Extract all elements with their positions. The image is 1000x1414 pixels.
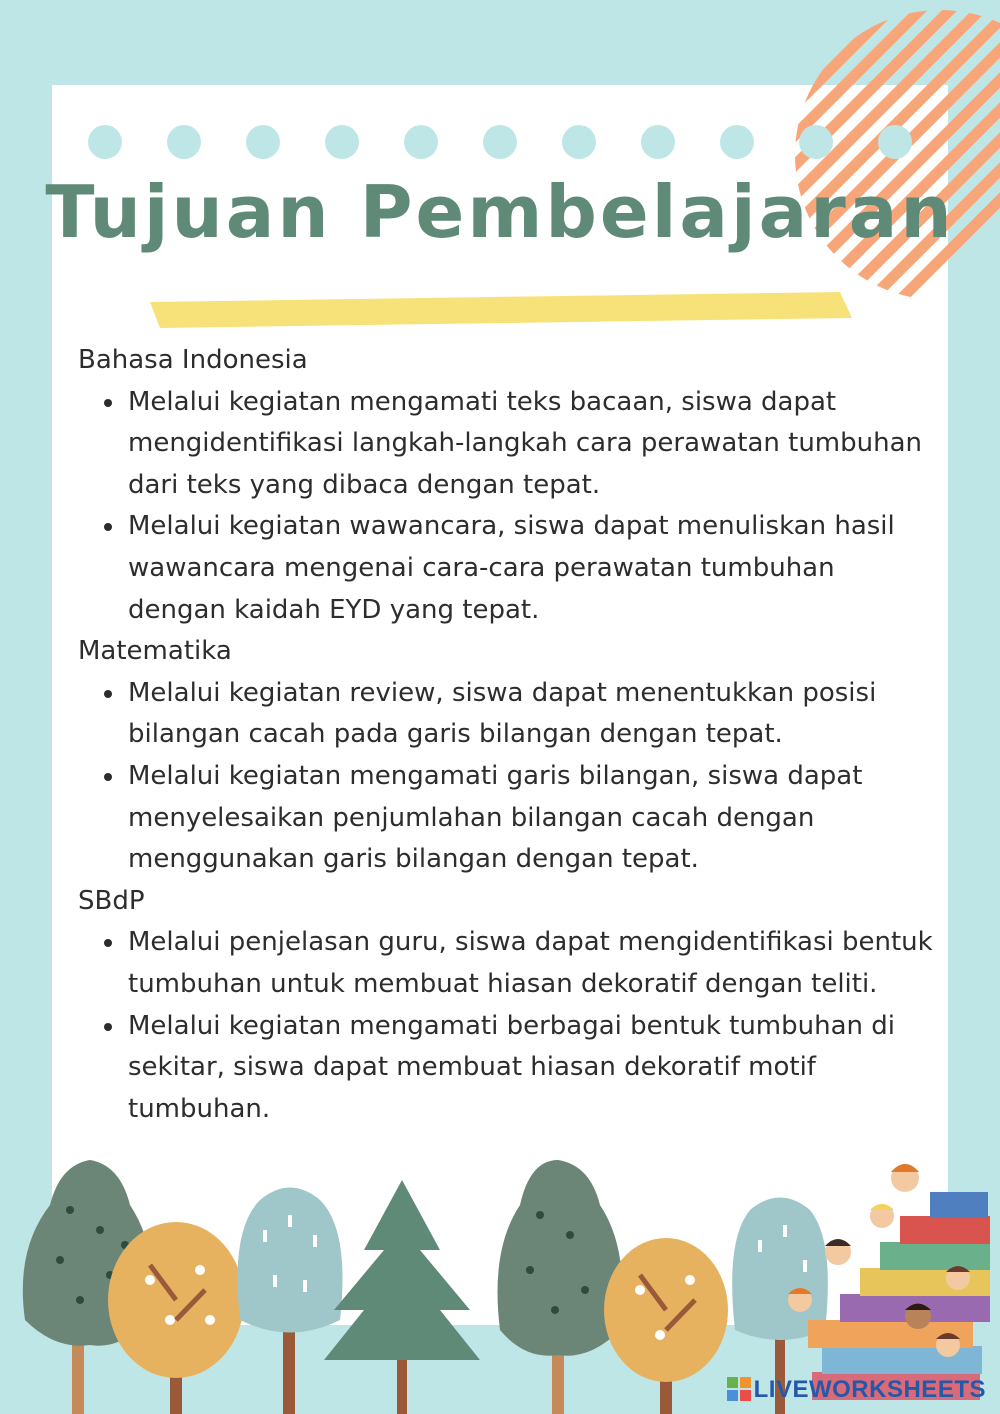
list-item: Melalui kegiatan mengamati berbagai bentuk tumbuhan di sekitar, siswa dapat membuat hiasan dekoratif motif tumbuhan. — [128, 1006, 938, 1131]
list-item: Melalui kegiatan mengamati garis bilangan, siswa dapat menyelesaikan penjumlahan bilangan cacah dengan menggunakan garis bilangan dengan tepat. — [128, 756, 938, 881]
section-bahasa-indonesia — [78, 340, 938, 631]
objective-list — [78, 382, 938, 632]
list-item: Melalui kegiatan mengamati teks bacaan, siswa dapat mengidentifikasi langkah-langkah cara perawatan tumbuhan dari teks yang dibaca dengan tepat. — [128, 382, 938, 507]
list-item: Melalui penjelasan guru, siswa dapat mengidentifikasi bentuk tumbuhan untuk membuat hiasan dekoratif dengan teliti. — [128, 922, 938, 1005]
title-highlight — [150, 292, 852, 328]
section-sbdp — [78, 881, 938, 1131]
objectives-content — [78, 340, 938, 1130]
watermark-text: LIVEWORKSHEETS — [753, 1376, 986, 1403]
section-matematika — [78, 631, 938, 881]
section-heading: SBdP — [78, 885, 145, 916]
liveworksheets-watermark — [727, 1376, 986, 1404]
objective-list — [78, 922, 938, 1130]
list-item: Melalui kegiatan wawancara, siswa dapat menuliskan hasil wawancara mengenai cara-cara perawatan tumbuhan dengan kaidah EYD yang tepat. — [128, 506, 938, 631]
section-heading: Bahasa Indonesia — [78, 345, 308, 375]
section-heading: Matematika — [78, 636, 232, 667]
list-item: Melalui kegiatan review, siswa dapat menentukkan posisi bilangan cacah pada garis bilangan dengan tepat. — [128, 673, 938, 756]
liveworksheets-logo-icon — [727, 1377, 751, 1401]
objective-list — [78, 673, 938, 881]
dot-row — [88, 125, 912, 159]
page-title: Tujuan Pembelajaran — [45, 170, 955, 254]
